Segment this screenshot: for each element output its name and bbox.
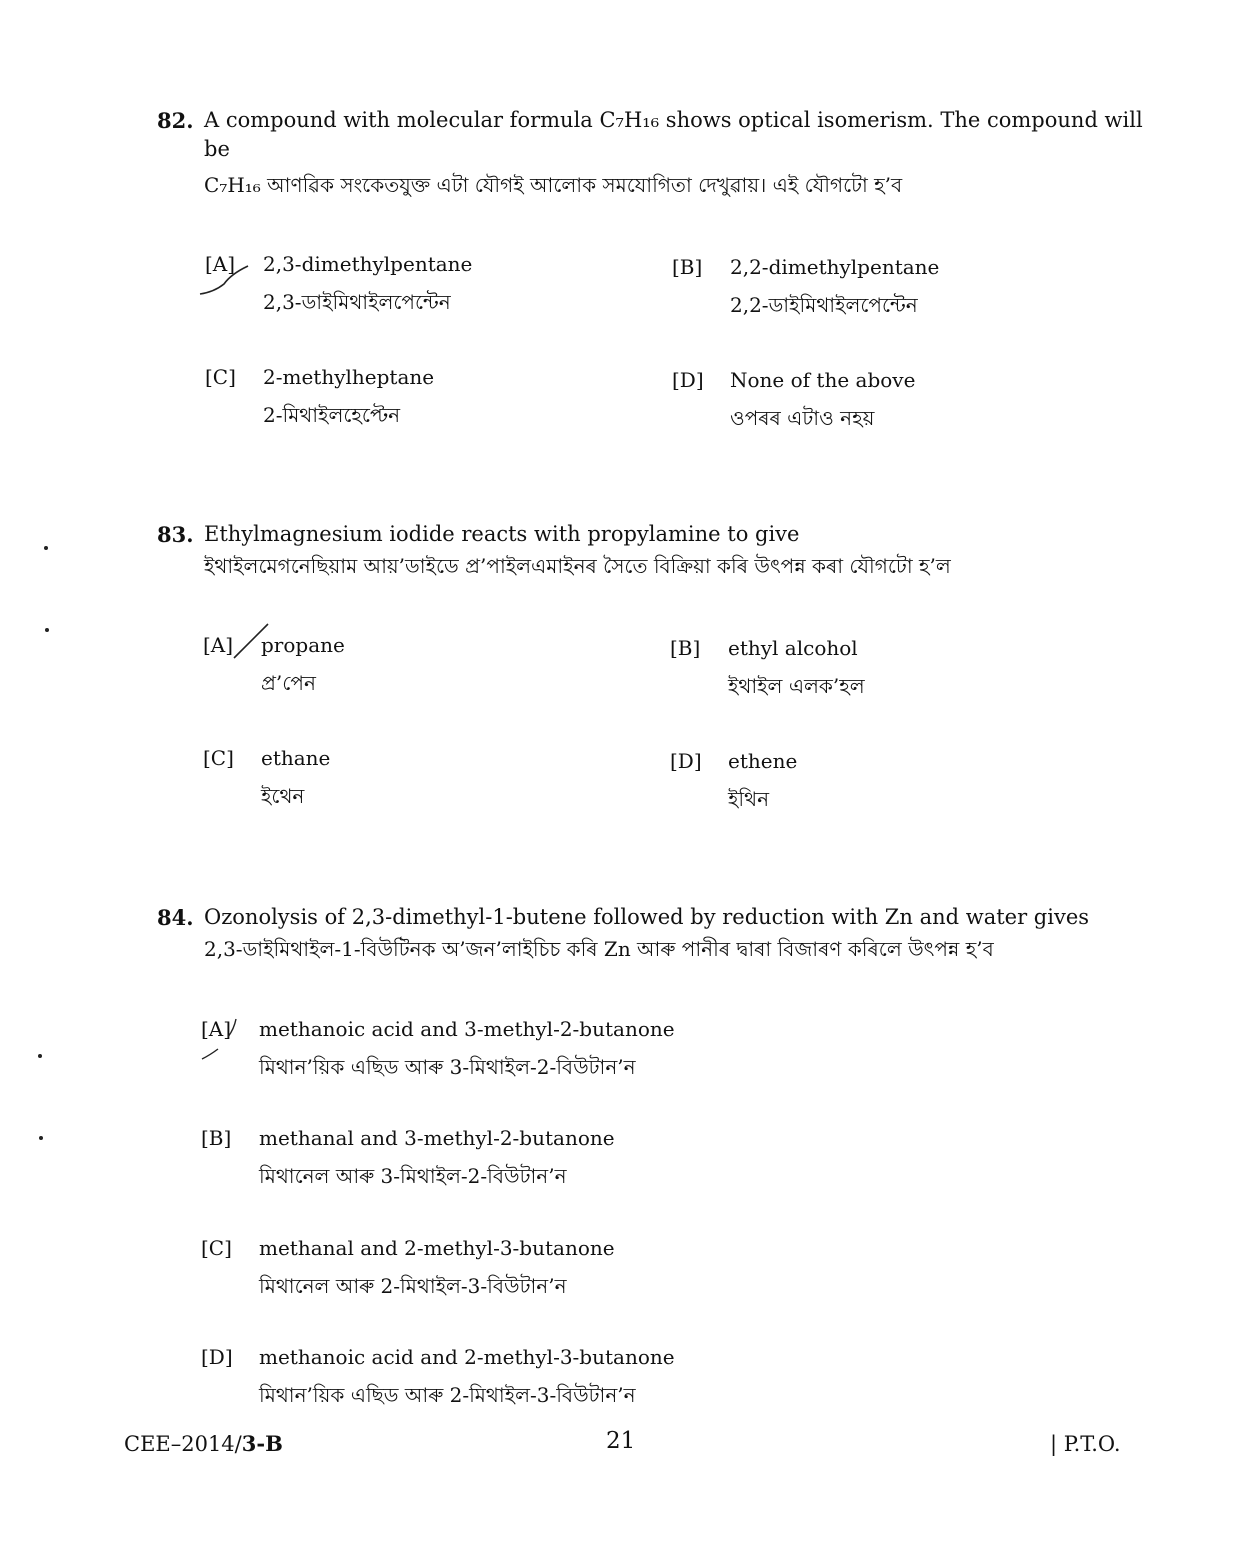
tick-mark-icon [228,620,272,664]
option-text-en: propane [261,633,345,657]
option-text-en: methanal and 3-methyl-2-butanone [259,1126,615,1150]
option-text-en: 2-methylheptane [263,365,435,389]
exam-code-prefix: CEE–2014/ [124,1432,242,1456]
option-text-en: 2,2-dimethylpentane [730,255,940,279]
option-text-as: মিথান’য়িক এছিড আৰু 3-মিথাইল-2-বিউটান’ন [259,1055,636,1079]
option-label: [D] [672,368,704,392]
option-text-as: প্ৰ’পেন [261,671,316,695]
option-text-as: ইথেন [261,784,305,808]
question-text-en: A compound with molecular formula C₇H₁₆ shows optical isomerism. The compound will be [204,108,1143,161]
question-text-as: ইথাইলমেগনেছিয়াম আয়’ডাইডে প্ৰ’পাইলএমাইনৰ সৈতে বিক্ৰিয়া কৰি উৎপন্ন কৰা যৌগটো হ’ল [204,554,951,578]
option-text-en: ethyl alcohol [728,636,858,660]
exam-code [124,1431,283,1456]
option-text-as: ইথাইল এলক’হল [728,674,865,698]
option-text-en: 2,3-dimethylpentane [263,252,473,276]
question-text-en: Ozonolysis of 2,3-dimethyl-1-butene followed by reduction with Zn and water gives [204,905,1090,929]
option-label: [A] [201,1017,232,1041]
option-text-as: মিথানেল আৰু 2-মিথাইল-3-বিউটান’ন [259,1274,567,1298]
question-text-as: C₇H₁₆ আণৱিক সংকেতযুক্ত এটা যৌগই আলোক সমযোগিতা দেখুৱায়। এই যৌগটো হ’ব [204,173,903,197]
question-number: 83. [157,522,194,547]
scan-dot [39,1136,43,1140]
option-text-as: 2,2-ডাইমিথাইলপেন্টেন [730,293,918,317]
option-text-as: মিথানেল আৰু 3-মিথাইল-2-বিউটান’ন [259,1164,567,1188]
option-text-as: ইথিন [728,787,770,811]
option-label: [D] [201,1345,233,1369]
option-text-en: methanoic acid and 2-methyl-3-butanone [259,1345,675,1369]
option-text-en: methanal and 2-methyl-3-butanone [259,1236,615,1260]
question-number: 84. [157,905,194,930]
question-82 [157,106,1147,200]
option-text-en: None of the above [730,368,916,392]
option-label: [C] [205,365,236,389]
option-text-as: মিথান’য়িক এছিড আৰু 2-মিথাইল-3-বিউটান’ন [259,1383,636,1407]
pto-label: | P.T.O. [1050,1432,1121,1456]
option-text-en: methanoic acid and 3-methyl-2-butanone [259,1017,675,1041]
option-text-as: ওপৰৰ এটাও নহয় [730,406,875,430]
option-text-en: ethene [728,749,798,773]
option-label: [B] [670,636,701,660]
option-label: [C] [201,1236,232,1260]
question-text-en: Ethylmagnesium iodide reacts with propylamine to give [204,522,800,546]
question-number: 82. [157,108,194,133]
option-label: [A] [203,633,234,657]
option-label: [A] [205,252,236,276]
option-label: [B] [672,255,703,279]
scan-dot [45,628,49,632]
scan-dot [44,546,48,550]
scan-dot [38,1054,42,1058]
question-text-as: 2,3-ডাইমিথাইল-1-বিউটিনক অ’জন’লাইচিচ কৰি Zn আৰু পানীৰ দ্বাৰা বিজাৰণ কৰিলে উৎপন্ন হ’ব [204,937,994,961]
tick-mark-icon [196,262,256,298]
option-text-as: 2-মিথাইলহেপ্টেন [263,403,401,427]
option-label: [B] [201,1126,232,1150]
option-text-en: ethane [261,746,331,770]
option-label: [C] [203,746,234,770]
option-label: [D] [670,749,702,773]
option-text-as: 2,3-ডাইমিথাইলপেন্টেন [263,290,451,314]
tick-mark-icon [198,1015,242,1063]
exam-code-suffix: 3-B [241,1431,283,1456]
page-number: 21 [606,1428,636,1454]
question-83 [157,520,1147,581]
question-84 [157,903,1157,964]
